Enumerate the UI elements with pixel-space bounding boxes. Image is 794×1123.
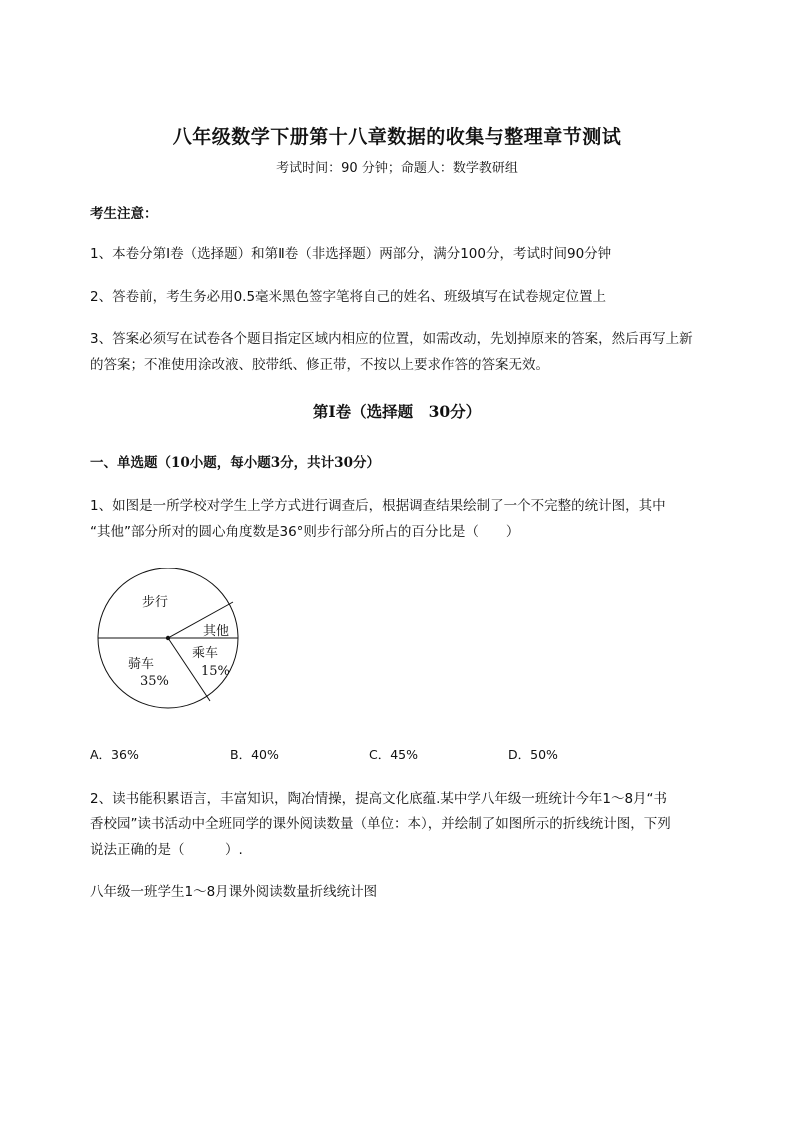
question-1-line-2: “其他”部分所对的圆心角度数是36°则步行部分所占的百分比是（ ） (90, 524, 520, 540)
question-2-line-3: 说法正确的是（ ）. (90, 842, 243, 858)
notice-item-1: 1、本卷分第Ⅰ卷（选择题）和第Ⅱ卷（非选择题）两部分，满分100分，考试时间90分钟 (90, 246, 612, 262)
pie-label-walk: 步行 (142, 595, 169, 610)
exam-info: 考试时间：90 分钟；命题人：数学教研组 (276, 161, 518, 176)
option-b[interactable]: B．40% (230, 747, 279, 762)
notice-item-2: 2、答卷前，考生务必用0.5毫米黑色签字笔将自己的姓名、班级填写在试卷规定位置上 (90, 289, 607, 305)
question-2-line-1: 2、读书能积累语言，丰富知识，陶冶情操，提高文化底蕴.某中学八年级一班统计今年1～8月“书 (90, 791, 668, 807)
pie-label-bike-percent: 35% (140, 674, 169, 689)
page-title: 八年级数学下册第十八章数据的收集与整理章节测试 (172, 126, 622, 148)
pie-center-dot (166, 636, 170, 640)
notice-item-3-line-1: 3、答案必须写在试卷各个题目指定区域内相应的位置，如需改动，先划掉原来的答案，然后再写上新 (90, 331, 693, 347)
chart-caption: 八年级一班学生1～8月课外阅读数量折线统计图 (90, 884, 378, 900)
part-heading: 一、单选题（10小题，每小题3分，共计30分） (90, 455, 380, 471)
pie-label-other: 其他 (203, 624, 230, 639)
option-c[interactable]: C．45% (369, 747, 419, 762)
pie-chart-svg (90, 568, 250, 718)
question-2-line-2: 香校园”读书活动中全班同学的课外阅读数量（单位：本），并绘制了如图所示的折线统计图，下列 (90, 816, 671, 832)
option-d[interactable]: D．50% (508, 747, 558, 762)
pie-label-bus-percent: 15% (201, 664, 230, 679)
pie-label-bike: 骑车 (128, 657, 155, 672)
question-1-line-1: 1、如图是一所学校对学生上学方式进行调查后，根据调查结果绘制了一个不完整的统计图，其中 (90, 498, 666, 514)
notice-heading: 考生注意： (90, 206, 158, 222)
notice-item-3-line-2: 的答案；不准使用涂改液、胶带纸、修正带，不按以上要求作答的答案无效。 (90, 357, 549, 373)
pie-chart (90, 568, 250, 718)
pie-label-bus: 乘车 (192, 646, 219, 661)
section-title: 第Ⅰ卷（选择题 30分） (312, 402, 482, 421)
option-a[interactable]: A．36% (90, 747, 139, 762)
